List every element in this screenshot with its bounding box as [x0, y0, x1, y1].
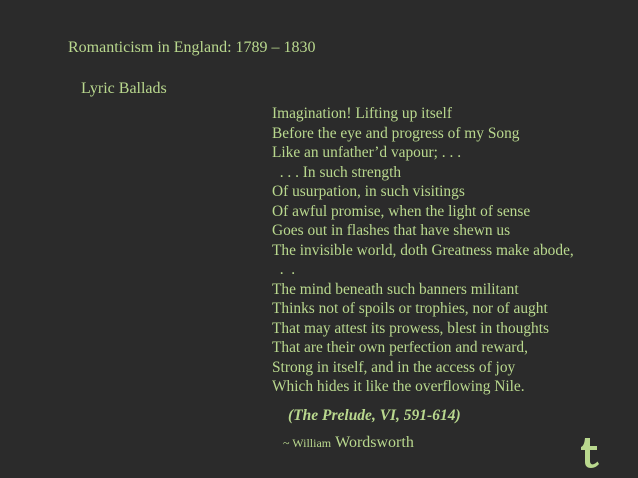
poem-line: Thinks not of spoils or trophies, nor of aught	[272, 300, 548, 317]
poem-line: Strong in itself, and in the access of joy	[272, 358, 516, 376]
poem-line: Goes out in flashes that have shewn us	[272, 222, 511, 239]
poem-line: . .	[272, 261, 296, 278]
poem-line: Of awful promise, when the light of sense	[272, 202, 531, 220]
t-logo-icon	[576, 436, 602, 470]
poem-attribution	[283, 433, 414, 453]
poem-line: Which hides it like the overflowing Nile.	[272, 378, 525, 395]
poem-line: . . . In such strength	[272, 163, 402, 181]
attribution-prefix: ~ William	[283, 436, 332, 450]
poem-text	[272, 104, 574, 397]
poem-line: Like an unfather’d vapour; . . .	[272, 144, 462, 161]
poem-line: Before the eye and progress of my Song	[272, 124, 520, 142]
slide-title: Romanticism in England: 1789 – 1830	[68, 39, 316, 56]
poem-line: The invisible world, doth Greatness make abode,	[272, 241, 574, 259]
poem-line: Of usurpation, in such visitings	[272, 183, 465, 200]
poem-line: The mind beneath such banners militant	[272, 280, 519, 298]
slide-subtitle: Lyric Ballads	[81, 80, 167, 97]
attribution-surname: Wordsworth	[335, 434, 414, 451]
poem-line: Imagination! Lifting up itself	[272, 105, 452, 122]
poem-citation: (The Prelude, VI, 591-614)	[288, 407, 461, 424]
poem-line: That are their own perfection and reward,	[272, 339, 528, 356]
poem-line: That may attest its prowess, blest in thoughts	[272, 319, 550, 337]
